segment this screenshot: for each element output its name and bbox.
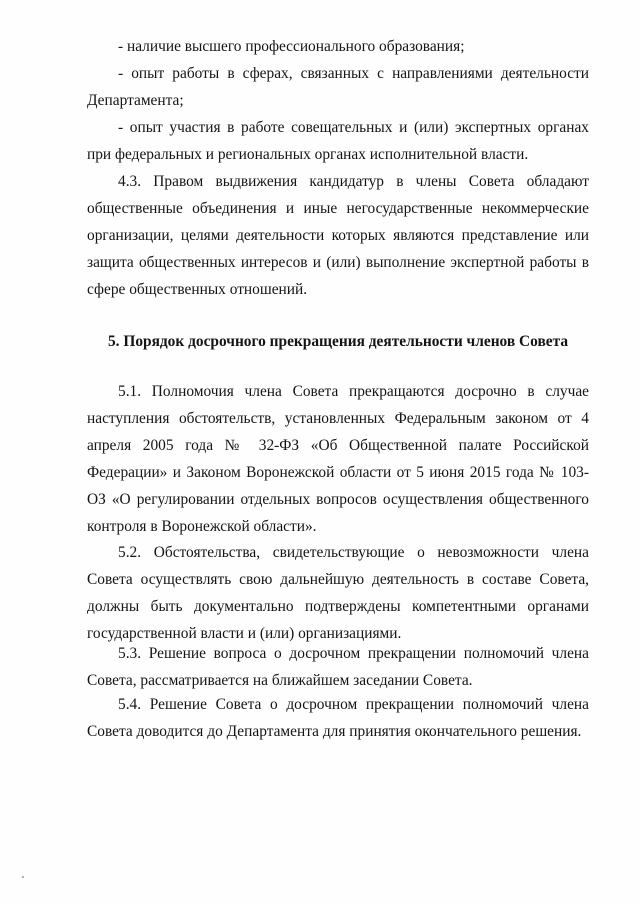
paragraph-4-3: 4.3. Правом выдвижения кандидатур в члены Совета обладают общественные объединения и иные негосударственные некоммерческие организации, целями деятельности которых являются представление или защита общественных интересов и (или) выполнение экспертной работы в сфере общественных отношений. — [87, 173, 589, 298]
scan-speck — [22, 876, 24, 878]
requirement-higher-education: - наличие высшего профессионального образования; — [118, 38, 465, 55]
paragraph-5-4: 5.4. Решение Совета о досрочном прекращении полномочий члена Совета доводится до Департамента для принятия окончательного решения. — [87, 696, 589, 740]
paragraph-5-3: 5.3. Решение вопроса о досрочном прекращении полномочий члена Совета, рассматривается на ближайшем заседании Совета. — [87, 645, 589, 689]
requirement-work-experience: - опыт работы в сферах, связанных с направлениями деятельности Департамента; — [87, 65, 589, 109]
requirement-advisory-bodies: - опыт участия в работе совещательных и (или) экспертных органах при федеральных и региональных органах исполнительной власти. — [87, 119, 589, 163]
paragraph-5-1: 5.1. Полномочия члена Совета прекращаются досрочно в случае наступления обстоятельств, установленных Федеральным законом от 4 апреля 2005 года № 32-ФЗ «Об Общественной палате Российской Федерации» и Законом Воронежской области от 5 июня 2015 года № 103-ОЗ «О регулировании отдельных вопросов осуществления общественного контроля в Воронежской области». — [87, 383, 589, 535]
section-5-heading: 5. Порядок досрочного прекращения деятельности членов Совета — [107, 333, 569, 350]
paragraph-5-2: 5.2. Обстоятельства, свидетельствующие о невозможности члена Совета осуществлять свою дальнейшую деятельность в составе Совета, должны быть документально подтверждены компетентными органами государственной власти и (или) организациями. — [87, 544, 589, 642]
